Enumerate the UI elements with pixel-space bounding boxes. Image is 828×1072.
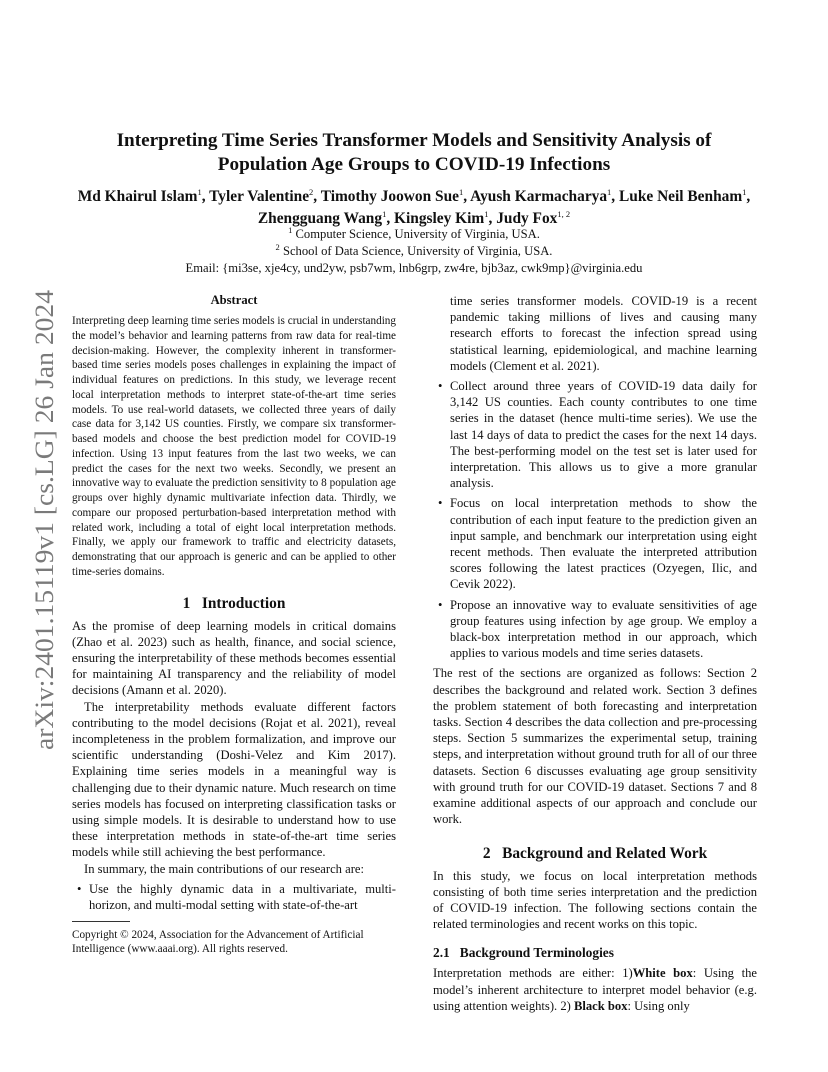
right-column — [433, 293, 757, 1014]
author-list: Md Khairul Islam$^1$, Tyler Valentine$^2$, Timothy Joowon Sue$^1$, Ayush Karmacharya$^1$, Luke Neil Benham$^1$, Zhengguang Wang$^1$, Kingsley Kim$^1$, Judy Fox$^{1, 2}$ — [77, 186, 751, 227]
author-name: Luke Neil Benham — [619, 188, 743, 205]
section-title: Background and Related Work — [502, 844, 708, 862]
contribution-item: • Collect around three years of COVID-19 data daily for 3,142 US counties. Each county contributes to one time series in the dataset (hence multi-time series). We use the last 14 days of data to predict the cases for the next 14 days. The best-performing model on the test set is later used for interpretation. This allows us to give a more granular analysis. — [433, 378, 757, 491]
section-title: Introduction — [201, 594, 286, 612]
footnote-divider — [72, 921, 130, 922]
paper-title — [80, 129, 748, 177]
term-white-box: White box — [632, 966, 693, 981]
contribution-item: • Focus on local interpretation methods to show the contribution of each input feature to the prediction given an input sample, and benchmark our interpretation using eight recent methods. Then evaluate the interpreted attribution scores following the latest practices (Ozyegen, Ilic, and Cevik 2022). — [433, 495, 757, 592]
intro-paragraph-2: The interpretability methods evaluate different factors contributing to the model decisions (Rojat et al. 2021), reveal incompleteness in the problem formalization, and improve our scientific understanding (Doshi-Velez and Kim 2017). Explaining time series models in a meaningful way is challenging due to their dynamic nature. Much research on time series models has focused on interpreting classification tasks or using simple models. It is desirable to understand how to use these interpretation methods in state-of-the-art time series models while still achieving the best performance. — [72, 699, 396, 860]
author-affil-mark: 1 — [742, 186, 747, 197]
arxiv-stamp-text: arXiv:2401.15119v1 [cs.LG] 26 Jan 2024 — [30, 316, 59, 750]
affil-text: Computer Science, University of Virginia, USA. — [295, 227, 540, 241]
contributions-list — [72, 881, 396, 913]
author-name: Kingsley Kim — [394, 210, 485, 227]
author-affil-mark: 1 — [607, 186, 612, 197]
author-affil-mark: 1 — [458, 186, 464, 197]
title-line-2: Population Age Groups to COVID-19 Infections — [217, 154, 611, 175]
copyright-notice: Copyright © 2024, Association for the Advancement of Artificial Intelligence (www.aaai.org). All rights reserved. — [72, 929, 364, 956]
left-column — [72, 292, 396, 956]
subsection-heading — [433, 944, 757, 962]
intro-paragraph-3: In summary, the main contributions of our research are: — [84, 861, 365, 876]
abstract-text: Interpreting deep learning time series models is crucial in understanding the model’s behavior and learning patterns from raw data for real-time decision-making. However, the complexity inherent in transformer-based time series models poses challenges in explaining the impact of individual features on predictions. In this study, we leverage recent local interpretation methods to interpret state-of-the-art time series models. To use real-world datasets, we collected three years of daily case data for 3,142 US counties. Firstly, we compare six transformer-based models and choose the best prediction model for COVID-19 infection. Using 13 input features from the last two weeks, we can predict the cases for the next two weeks. Secondly, we present an innovative way to evaluate the prediction sensitivity to 8 population age groups over highly dynamic multivariate infection data. Thirdly, we compare our proposed perturbation-based interpretation method with related work, including a total of eight local interpretation methods. Finally, we apply our framework to traffic and electricity datasets, demonstrating that our approach is generic and can be applied to other time-series domains. — [72, 315, 396, 578]
terminology-paragraph — [433, 965, 757, 1014]
affil-number: 2 — [275, 241, 280, 252]
affiliation-line — [90, 226, 738, 243]
affiliations — [90, 226, 738, 277]
contribution-item: • Propose an innovative way to evaluate sensitivities of age group features using infection by age group. We employ a black-box interpretation method in our approach, which applies to various models and time series datasets. — [433, 597, 757, 662]
text-fragment: : Using the model’s inherent architecture to interpret model behavior (e.g. using attention weights). 2) — [433, 966, 757, 1013]
background-paragraph: In this study, we focus on local interpretation methods consisting of both time series interpretation and the prediction of COVID-19 infection. The following sections contain the related terminologies and recent works on this topic. — [433, 868, 757, 932]
organization-paragraph: The rest of the sections are organized as follows: Section 2 describes the background and related work. Section 3 defines the problem statement of both forecasting and interpretation tasks. Section 4 describes the data collection and pre-processing steps. Section 5 summarizes the experimental setup, training steps, and interpretation without ground truth for all of our three datasets. Section 6 discusses evaluating age group sensitivity with ground truth for our COVID-19 dataset. Sections 7 and 8 examine additional aspects of our approach and conclude our work. — [433, 666, 757, 827]
author-name: Judy Fox — [496, 210, 558, 227]
section-heading-introduction — [72, 594, 396, 614]
affil-number: 1 — [288, 224, 293, 235]
intro-paragraph-1: As the promise of deep learning models in critical domains (Zhao et al. 2023) such as health, finance, and social science, ensuring the interpretability of these methods becomes essential for maintaining AI transparency and the reliability of model decisions (Amann et al. 2020). — [72, 618, 396, 698]
title-line-1: Interpreting Time Series Transformer Models and Sensitivity Analysis of — [116, 130, 712, 151]
author-affil-mark: 1 — [197, 186, 202, 197]
author-affil-mark: 2 — [309, 186, 314, 197]
arxiv-stamp — [8, 290, 66, 760]
abstract-heading: Abstract — [210, 293, 258, 307]
author-affil-mark: 1, 2 — [557, 208, 571, 219]
contributions-list-continued — [433, 378, 757, 661]
author-affil-mark: 1 — [484, 208, 489, 219]
section-number: 1 — [182, 594, 191, 612]
affiliation-line — [90, 243, 738, 260]
section-heading-background — [433, 844, 757, 864]
section-number: 2 — [482, 844, 491, 862]
contribution-item-continued: time series transformer models. COVID-19 is a recent pandemic taking millions of lives and causing many research efforts to forecast the infection spread using statistical learning, epidemiological, and machine learning models (Clement et al. 2021). — [450, 294, 757, 373]
email-line: Email: {mi3se, xje4cy, und2yw, psb7wm, lnb6grp, zw4re, bjb3az, cwk9mp}@virginia.edu — [185, 261, 643, 275]
subsection-title: Background Terminologies — [459, 945, 614, 961]
subsection-number: 2.1 — [433, 945, 450, 961]
author-name: Ayush Karmacharya — [470, 188, 608, 205]
author-name: Zhengguang Wang — [257, 210, 383, 227]
text-fragment: : Using only — [627, 998, 690, 1013]
author-name: Md Khairul Islam — [77, 188, 198, 205]
author-name: Timothy Joowon Sue — [320, 188, 459, 205]
contribution-item: • Use the highly dynamic data in a multivariate, multi-horizon, and multi-modal setting with state-of-the-art — [72, 881, 396, 913]
text-fragment: Interpretation methods are either: 1) — [433, 966, 633, 981]
affil-text: School of Data Science, University of Virginia, USA. — [282, 244, 553, 258]
author-affil-mark: 1 — [382, 208, 387, 219]
term-black-box: Black box — [573, 998, 628, 1013]
author-name: Tyler Valentine — [209, 188, 310, 205]
